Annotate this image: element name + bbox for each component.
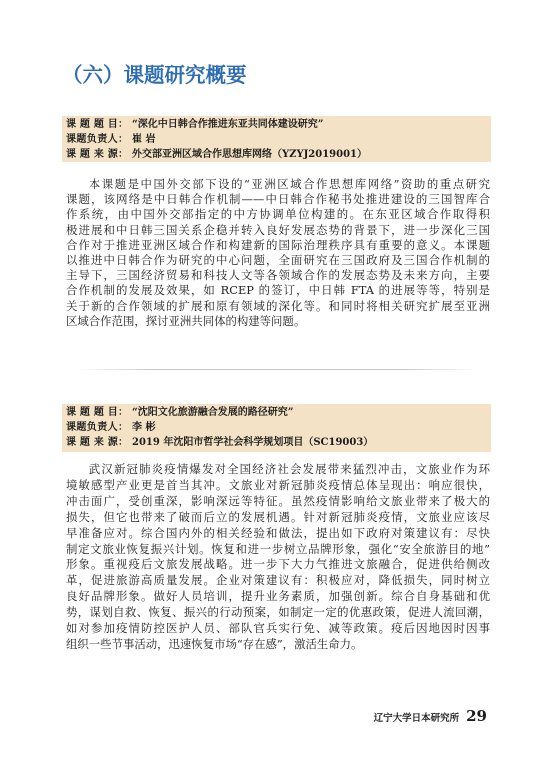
- project-info-box: [62, 116, 491, 162]
- section-divider: [78, 369, 478, 370]
- project-info-box: [62, 404, 491, 452]
- summary-line: 早准备应对。综合国内外的相关经验和做法，提出如下政府对策建议有：尽快: [66, 525, 490, 540]
- project-title-value: “沈阳文化旅游融合发展的路径研究”: [132, 407, 294, 418]
- summary-line: 制定文旅业恢复振兴计划。恢复和进一步树立品牌形象，强化“安全旅游目的地”: [66, 541, 490, 556]
- summary-line: 合作机制的发展及效果，如 RCEP 的签订，中日韩 FTA 的进展等等，特别是: [66, 283, 490, 298]
- project-leader-label: 课题负责人：: [66, 134, 128, 145]
- summary-line: 损失，但它也带来了破而后立的发展机遇。针对新冠肺炎疫情，文旅业应该尽: [66, 509, 490, 524]
- project-title-label: 课 题 题 目：: [66, 407, 128, 418]
- project-summary: [66, 177, 490, 329]
- summary-line: 课题，该网络是中日韩合作机制——中日韩合作秘书处推进建设的三国智库合: [66, 192, 490, 207]
- project-leader-value: 李 彬: [132, 422, 156, 433]
- summary-line: 极进展和中日韩三国关系企稳并转入良好发展态势的背景下，进一步深化三国: [66, 222, 490, 237]
- project-source-row: [66, 147, 485, 162]
- summary-line: 境敏感型产业更是首当其冲。文旅业对新冠肺炎疫情总体呈现出：响应很快，: [66, 477, 490, 492]
- project-summary: [66, 462, 490, 653]
- summary-line: 武汉新冠肺炎疫情爆发对全国经济社会发展带来猛烈冲击，文旅业作为环: [88, 462, 490, 476]
- summary-line: 本课题是中国外交部下设的“亚洲区域合作思想库网络”资助的重点研究: [88, 177, 490, 191]
- summary-line: 合作对于推进亚洲区域合作和构建新的国际治理秩序具有重要的意义。本课题: [66, 237, 490, 252]
- project-title-value: “深化中日韩合作推进东亚共同体建设研究”: [132, 119, 324, 130]
- section-title: （六）课题研究概要: [62, 63, 247, 87]
- project-leader-label: 课题负责人：: [66, 422, 128, 433]
- summary-line: 如对参加疫情防控医护人员、部队官兵实行免、减等政策。疫后因地因时因事: [66, 621, 490, 636]
- project-source-row: [66, 435, 485, 450]
- page-footer: [374, 707, 487, 725]
- summary-line: 形象。重视疫后文旅发展战略。进一步下大力气推进文旅融合，促进供给侧改: [66, 557, 490, 572]
- project-source-label: 课 题 来 源：: [66, 437, 128, 448]
- project-title-label: 课 题 题 目：: [66, 119, 128, 130]
- summary-line: 作系统，由中国外交部指定的中方协调单位构建的。在东亚区域合作取得积: [66, 207, 490, 222]
- project-title-row: [66, 117, 485, 132]
- project-leader-row: [66, 132, 485, 147]
- project-title-row: [66, 405, 485, 420]
- summary-line: 区域合作范围，探讨亚洲共同体的构建等问题。: [66, 313, 306, 328]
- page-number: 29: [466, 707, 487, 725]
- project-source-label: 课 题 来 源：: [66, 149, 128, 160]
- project-source-value: 外交部亚洲区域合作思想库网络（YZYJ2019001）: [132, 149, 368, 160]
- project-source-value: 2019 年沈阳市哲学社会科学规划项目（SC19003）: [132, 437, 374, 448]
- summary-line: 冲击面广，受创重深，影响深远等特征。虽然疫情影响给文旅业带来了极大的: [66, 493, 490, 508]
- summary-line: 组织一些节事活动，迅速恢复市场“存在感”，激活生命力。: [66, 636, 363, 651]
- project-leader-row: [66, 420, 485, 435]
- project-leader-value: 崔 岩: [132, 134, 156, 145]
- summary-line: 主导下，三国经济贸易和科技人文等各领域合作的发展态势及未来方向，主要: [66, 268, 490, 283]
- summary-line: 势，谋划自救、恢复、振兴的行动预案，如制定一定的优惠政策，促进人流回潮，: [66, 605, 490, 620]
- summary-line: 革，促进旅游高质量发展。企业对策建议有：积极应对，降低损失，同时树立: [66, 573, 490, 588]
- summary-line: 良好品牌形象。做好人员培训，提升业务素质，加强创新。综合自身基础和优: [66, 589, 490, 604]
- summary-line: 关于新的合作领域的扩展和原有领域的深化等。和同时将相关研究扩展至亚洲: [66, 298, 490, 313]
- footer-publisher: 辽宁大学日本研究所: [373, 713, 460, 724]
- summary-line: 以推进中日韩合作为研究的中心问题，全面研究在三国政府及三国合作机制的: [66, 253, 490, 268]
